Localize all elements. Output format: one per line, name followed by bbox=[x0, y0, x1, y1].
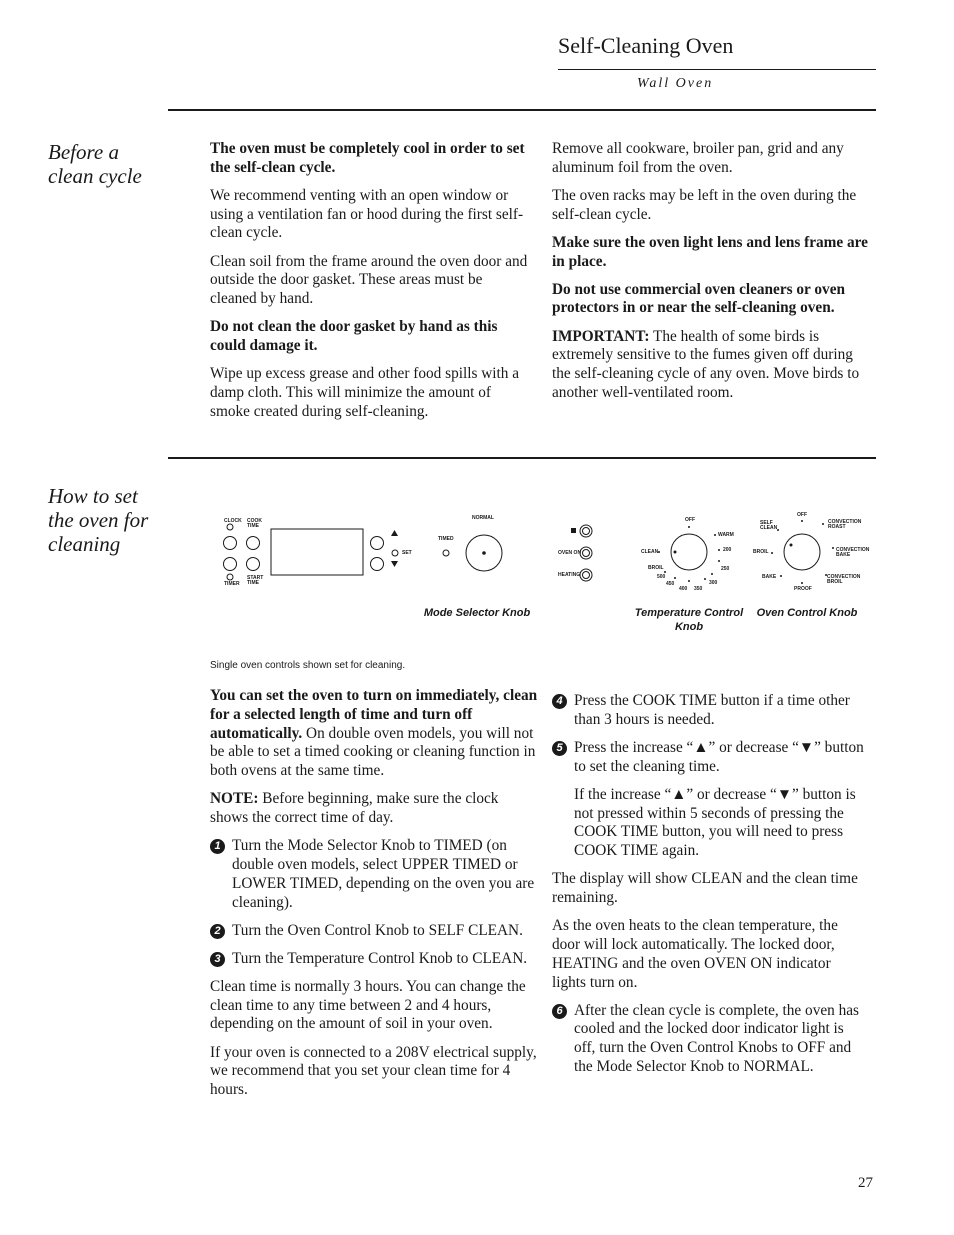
page-title: Self-Cleaning Oven bbox=[558, 33, 734, 58]
step-4: 4 Press the COOK TIME button if a time other than 3 hours is needed. bbox=[552, 692, 868, 730]
clean-label: CLEAN bbox=[641, 549, 659, 555]
normal-label: NORMAL bbox=[472, 515, 494, 521]
paragraph: As the oven heats to the clean temperature, the door will lock automatically. The locked door, HEATING and the oven OVEN ON indicator lights turn on. bbox=[552, 917, 838, 991]
temperature-control-knob-label: Temperature Control Knob bbox=[634, 607, 744, 633]
section1-rule bbox=[168, 109, 876, 111]
paragraph: Wipe up excess grease and other food spills with a damp cloth. This will minimize the amount of smoke created during self-cleaning. bbox=[210, 365, 520, 420]
paragraph: Clean soil from the frame around the oven door and outside the door gasket. These areas must be cleaned by hand. bbox=[210, 252, 528, 308]
step-6: 6 After the clean cycle is complete, the oven has cooled and the locked door indicator light is off, turn the Oven Control Knobs to OFF and the Mode Selector Knob to NORMAL. bbox=[552, 1002, 868, 1077]
paragraph: NOTE: Before beginning, make sure the clock shows the correct time of day. bbox=[210, 790, 499, 827]
paragraph: You can set the oven to turn on immediately, clean for a selected length of time and turn off automatically. On double oven models, you will not be able to set a timed cooking or cleaning function in both ovens at the same time. bbox=[210, 687, 538, 780]
temp-300-label: 300 bbox=[709, 580, 718, 586]
cook-time-label: COOK TIME bbox=[247, 518, 262, 529]
step-number-icon: 1 bbox=[210, 839, 225, 854]
paragraph: If your oven is connected to a 208V electrical supply, we recommend that you set your clean time for 4 hours. bbox=[210, 1043, 537, 1099]
convection-broil-label: CONVECTION BROIL bbox=[827, 574, 861, 585]
convection-bake-label: CONVECTION BAKE bbox=[836, 547, 870, 558]
temp-350-label: 350 bbox=[694, 586, 703, 592]
bake-label: BAKE bbox=[762, 574, 777, 580]
paragraph: If the increase “▲” or decrease “▼” button is not pressed within 5 seconds of pressing the COOK TIME button, you will need to press COOK TIME again. bbox=[574, 785, 856, 860]
oven-broil-label: BROIL bbox=[753, 549, 769, 555]
clock-label: CLOCK bbox=[224, 518, 242, 524]
paragraph: IMPORTANT: The health of some birds is extremely sensitive to the fumes given off during the self-cleaning cycle of any oven. Move birds to another well-ventilated room. bbox=[552, 327, 860, 401]
oven-off-label: OFF bbox=[797, 512, 807, 518]
section2-right-column bbox=[552, 692, 868, 1086]
step-number-icon: 4 bbox=[552, 694, 567, 709]
set-label: SET bbox=[402, 550, 412, 556]
step-2: 2 Turn the Oven Control Knob to SELF CLEAN. bbox=[210, 922, 538, 941]
convection-roast-label: CONVECTION ROAST bbox=[828, 519, 862, 530]
step-3: 3 Turn the Temperature Control Knob to CLEAN. bbox=[210, 950, 538, 969]
panel-caption: Single oven controls shown set for cleaning. bbox=[210, 660, 406, 671]
header-rule bbox=[558, 69, 876, 70]
paragraph: The oven racks may be left in the oven during the self-clean cycle. bbox=[552, 186, 857, 223]
temp-400-label: 400 bbox=[679, 586, 688, 592]
temp-500-label: 500 bbox=[657, 574, 666, 580]
section-heading-how-to-set: How to set the oven for cleaning bbox=[48, 484, 149, 556]
section2-rule bbox=[168, 457, 876, 459]
step-number-icon: 5 bbox=[552, 741, 567, 756]
paragraph: Clean time is normally 3 hours. You can change the clean time to any time between 2 and 4 hours, depending on the amount of soil in your oven. bbox=[210, 977, 526, 1033]
temp-250-label: 250 bbox=[721, 566, 730, 572]
self-clean-label: SELF CLEAN bbox=[760, 520, 778, 531]
timed-label: TIMED bbox=[438, 536, 454, 542]
warm-label: WARM bbox=[718, 532, 734, 538]
step-number-icon: 3 bbox=[210, 952, 225, 967]
mode-selector-knob-label: Mode Selector Knob bbox=[423, 607, 531, 619]
step-number-icon: 6 bbox=[552, 1004, 567, 1019]
step-number-icon: 2 bbox=[210, 924, 225, 939]
paragraph: Do not use commercial oven cleaners or oven protectors in or near the self-cleaning oven. bbox=[552, 280, 845, 317]
step-1: 1 Turn the Mode Selector Knob to TIMED (on double oven models, select UPPER TIMED or LOWER TIMED, depending on the oven you are cleaning). bbox=[210, 837, 538, 912]
paragraph: We recommend venting with an open window or using a ventilation fan or hood during the first self-clean cycle. bbox=[210, 186, 524, 242]
paragraph: Do not clean the door gasket by hand as this could damage it. bbox=[210, 318, 498, 355]
oven-control-knob-label: Oven Control Knob bbox=[756, 607, 858, 619]
temp-450-label: 450 bbox=[666, 581, 675, 587]
page-subtitle: Wall Oven bbox=[637, 76, 714, 91]
timer-label: TIMER bbox=[224, 581, 240, 587]
section2-left-column bbox=[210, 687, 538, 1109]
temp-off-label: OFF bbox=[685, 517, 695, 523]
paragraph: The display will show CLEAN and the clean time remaining. bbox=[552, 870, 858, 907]
paragraph: Make sure the oven light lens and lens frame are in place. bbox=[552, 233, 868, 270]
step-5: 5 Press the increase “▲” or decrease “▼” button to set the cleaning time. bbox=[552, 739, 868, 777]
heating-label: HEATING bbox=[558, 572, 581, 578]
paragraph: Remove all cookware, broiler pan, grid and any aluminum foil from the oven. bbox=[552, 140, 844, 176]
proof-label: PROOF bbox=[794, 586, 812, 592]
section1-right-column bbox=[552, 140, 870, 412]
broil-temp-label: BROIL bbox=[648, 565, 664, 571]
start-time-label: START TIME bbox=[247, 575, 264, 586]
section-heading-before-clean: Before a clean cycle bbox=[48, 140, 142, 188]
page-number: 27 bbox=[858, 1175, 873, 1191]
temp-200-label: 200 bbox=[723, 547, 732, 553]
section1-left-column bbox=[210, 140, 532, 431]
paragraph: The oven must be completely cool in order to set the self-clean cycle. bbox=[210, 140, 525, 176]
oven-on-label: OVEN ON bbox=[558, 550, 582, 556]
